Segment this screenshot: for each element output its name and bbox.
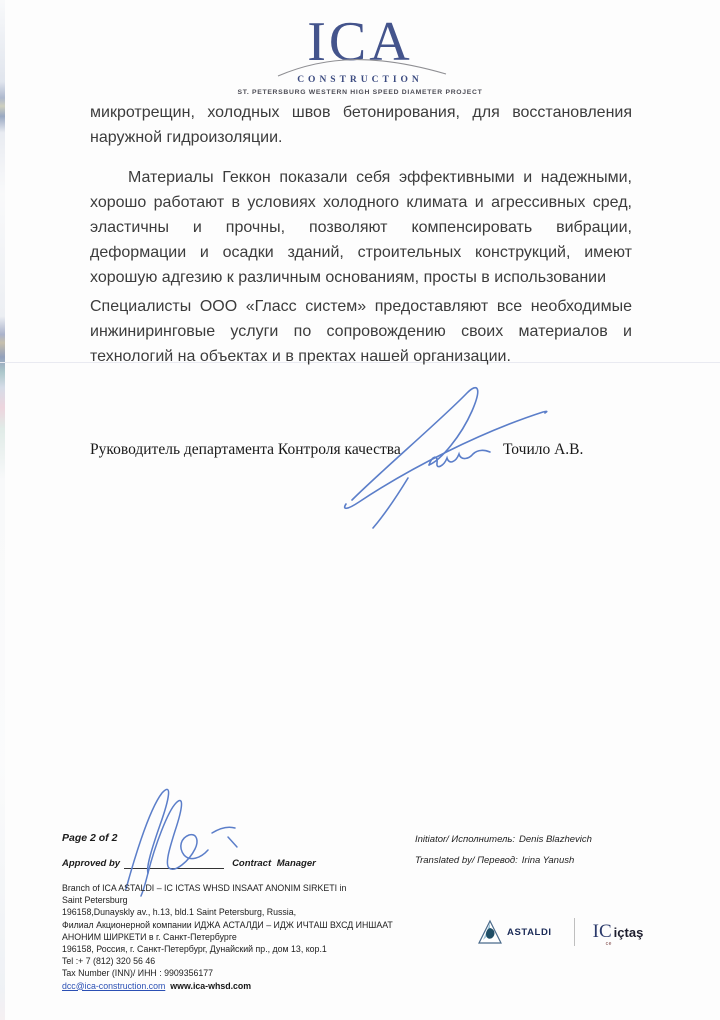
letter-body xyxy=(90,100,632,369)
initiator-row xyxy=(415,834,592,845)
approved-by-row xyxy=(62,856,316,869)
paragraph-1: микротрещин, холодных швов бетонирования, для восстановления наружной гидроизоляции. xyxy=(90,104,632,146)
approval-signature-line xyxy=(124,856,224,869)
ictas-logo xyxy=(592,921,644,947)
company-contact-line xyxy=(62,980,393,992)
company-line: Tel :+ 7 (812) 320 56 46 xyxy=(62,956,156,967)
paragraph-3: Специалисты ООО «Гласс систем» предоставляют все необходимые инжиниринговые услуги по сопровождению своих материалов и технологий на объектах и в пректах нашей организации. xyxy=(90,298,632,365)
company-line: Branch of ICA ASTALDI – IC ICTAS WHSD INSAAT ANONIM SIRKETI in xyxy=(62,883,347,893)
ictas-submark: ce xyxy=(605,941,612,947)
approver-role-label: Contract Manager xyxy=(232,858,316,869)
signer-name: Точило А.В. xyxy=(503,441,584,458)
company-line: АНОНИМ ШИРКЕТИ в г. Санкт-Петербурге xyxy=(62,931,237,942)
handwritten-signature-approval xyxy=(100,783,270,898)
logo-project-line: ST. PETERSBURG WESTERN HIGH SPEED DIAMETER PROJECT xyxy=(237,89,483,96)
page-number-label: Page 2 of 2 xyxy=(62,832,118,844)
company-line: Tax Number (INN)/ ИНН : 9909356177 xyxy=(62,968,214,979)
signer-job-title: Руководитель департамента Контроля качества xyxy=(90,441,401,458)
paragraph-2: Материалы Геккон показали себя эффективными и надежными, хорошо работают в условиях холодного климата и агрессивных сред, эластичны и прочны, позволяют компенсировать вибрации, деформации и осадки зданий, строительных конструкций, имеют хорошую адгезию к различным основаниям, просты в использовании xyxy=(90,169,632,286)
ictas-monogram: IC xyxy=(592,921,612,942)
astaldi-logo xyxy=(478,919,552,945)
company-logo xyxy=(0,12,720,96)
footer-meta xyxy=(415,834,592,876)
company-address-block xyxy=(62,882,393,992)
initiator-name: Denis Blazhevich xyxy=(519,834,592,845)
company-line: 196158, Россия, г. Санкт-Петербург, Дунайский пр., дом 13, кор.1 xyxy=(62,944,327,955)
initiator-label: Initiator/ Исполнитель: xyxy=(415,834,516,845)
ictas-wordmark: içtaş xyxy=(613,925,644,940)
translator-label: Translated by/ Перевод: xyxy=(415,855,518,866)
company-line: 196158,Dunayskly av., h.13, bld.1 Saint Petersburg, Russia, xyxy=(62,907,297,918)
logo-tagline: CONSTRUCTION xyxy=(297,75,423,85)
astaldi-wordmark: ASTALDI xyxy=(507,926,552,938)
translator-name: Irina Yanush xyxy=(521,855,575,866)
email-link[interactable]: dcc@ica-construction.com xyxy=(62,980,166,991)
partner-logos xyxy=(478,912,643,952)
logo-wordmark: ICA xyxy=(307,11,413,73)
approved-by-label: Approved by xyxy=(62,858,121,869)
company-line: Saint Petersburg xyxy=(62,895,128,906)
astaldi-triangle-icon xyxy=(478,919,502,945)
translator-row xyxy=(415,855,592,866)
scan-artifact-strip xyxy=(0,0,5,1020)
logo-divider xyxy=(574,918,575,946)
website-text: www.ica-whsd.com xyxy=(170,980,252,991)
company-line: Филиал Акционерной компании ИДЖА АСТАЛДИ – ИДЖ ИЧТАШ ВХСД ИНШААТ xyxy=(62,919,393,930)
